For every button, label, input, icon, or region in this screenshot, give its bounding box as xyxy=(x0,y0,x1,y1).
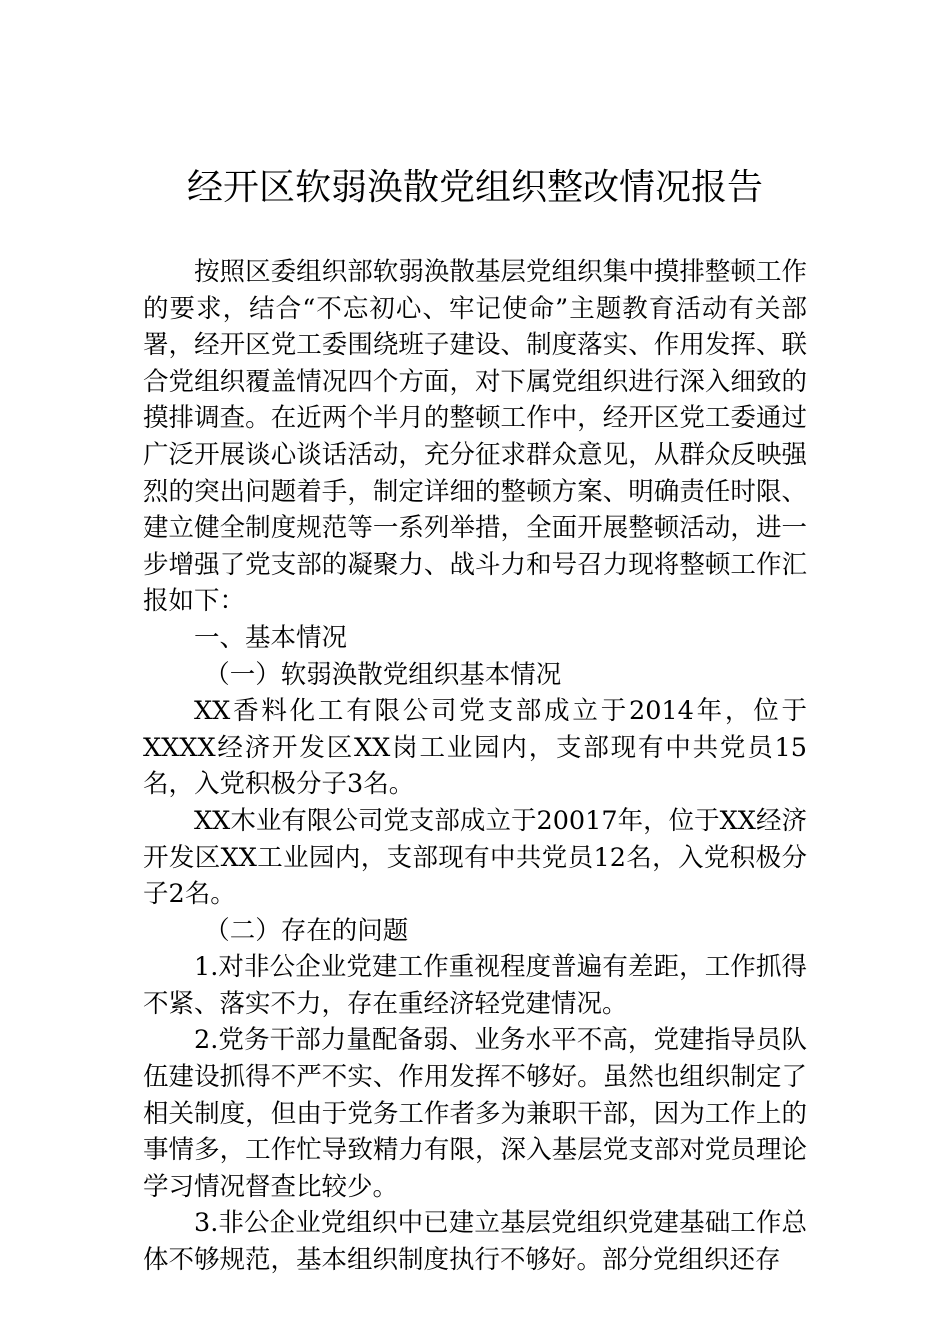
paragraph-fragrance-company: XX香料化工有限公司党支部成立于2014年，位于XXXX经济开发区XX岗工业园内，支部现有中共党员15名，入党积极分子3名。 xyxy=(143,696,807,800)
section-heading-basic-situation: 一、基本情况 xyxy=(194,622,348,653)
document-title: 经开区软弱涣散党组织整改情况报告 xyxy=(186,167,763,208)
subsection-heading-weak-organizations: （一）软弱涣散党组织基本情况 xyxy=(204,659,562,690)
paragraph-problem-2: 2.党务干部力量配备弱、业务水平不高，党建指导员队伍建设抓得不严不实、作用发挥不够好。虽然也组织制定了相关制度，但由于党务工作者多为兼职干部，因为工作上的事情多，工作忙导致精力有限，深入基层党支部对党员理论学习情况督查比较少。 xyxy=(143,1025,807,1202)
paragraph-problem-1: 1.对非公企业党建工作重视程度普遍有差距，工作抓得不紧、落实不力，存在重经济轻党建情况。 xyxy=(143,952,807,1019)
document-body xyxy=(143,254,807,1279)
paragraph-intro: 按照区委组织部软弱涣散基层党组织集中摸排整顿工作的要求，结合“不忘初心、牢记使命”主题教育活动有关部署，经开区党工委围绕班子建设、制度落实、作用发挥、联合党组织覆盖情况四个方面，对下属党组织进行深入细致的摸排调查。在近两个半月的整顿工作中，经开区党工委通过广泛开展谈心谈话活动，充分征求群众意见，从群众反映强烈的突出问题着手，制定详细的整顿方案、明确责任时限、建立健全制度规范等一系列举措，全面开展整顿活动，进一步增强了党支部的凝聚力、战斗力和号召力现将整顿工作汇报如下： xyxy=(143,257,807,617)
paragraph-wood-company: XX木业有限公司党支部成立于20017年，位于XX经济开发区XX工业园内，支部现有中共党员12名，入党积极分子2名。 xyxy=(143,805,807,910)
subsection-heading-problems: （二）存在的问题 xyxy=(204,915,409,946)
paragraph-problem-3: 3.非公企业党组织中已建立基层党组织党建基础工作总体不够规范，基本组织制度执行不够好。部分党组织还存 xyxy=(143,1208,807,1276)
